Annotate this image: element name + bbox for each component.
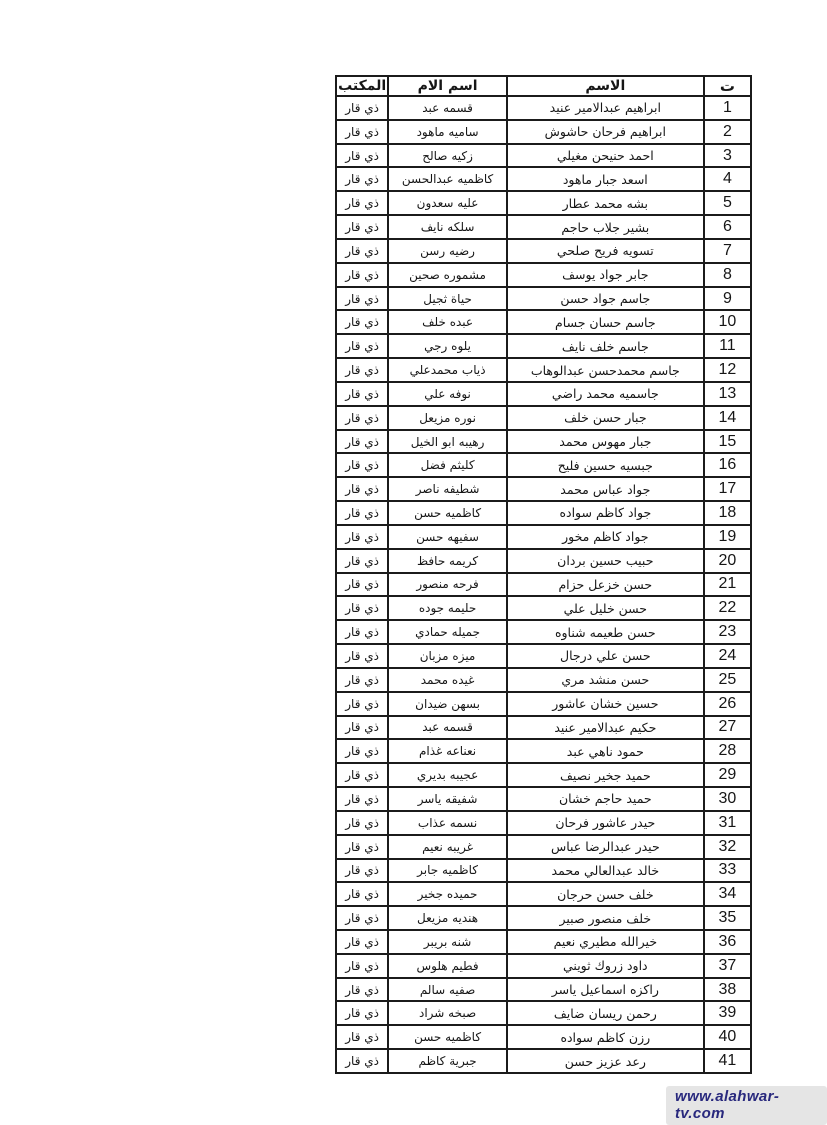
cell-no: 23	[704, 620, 751, 644]
cell-name: حبيب حسين بردان	[507, 549, 704, 573]
cell-no: 13	[704, 382, 751, 406]
table-row	[336, 1001, 751, 1025]
table-row	[336, 167, 751, 191]
cell-name: حميد حاجم خشان	[507, 787, 704, 811]
cell-name: حسن خزعل حزام	[507, 573, 704, 597]
table-row	[336, 215, 751, 239]
cell-name: جواد كاظم مخور	[507, 525, 704, 549]
cell-mother: ساميه ماهود	[388, 120, 507, 144]
cell-name: حيدر عاشور فرحان	[507, 811, 704, 835]
cell-no: 17	[704, 477, 751, 501]
table-row	[336, 191, 751, 215]
cell-name: خيرالله مطيري نعيم	[507, 930, 704, 954]
cell-office: ذي قار	[336, 835, 388, 859]
cell-name: تسويه فريح صلحي	[507, 239, 704, 263]
cell-mother: كاظميه جابر	[388, 859, 507, 883]
cell-no: 32	[704, 835, 751, 859]
table-row	[336, 453, 751, 477]
cell-office: ذي قار	[336, 1049, 388, 1073]
table-row	[336, 430, 751, 454]
cell-name: بشه محمد عطار	[507, 191, 704, 215]
cell-no: 33	[704, 859, 751, 883]
header-name: الاسم	[507, 76, 704, 96]
cell-no: 18	[704, 501, 751, 525]
cell-no: 29	[704, 763, 751, 787]
cell-name: جواد عباس محمد	[507, 477, 704, 501]
cell-mother: كاظميه حسن	[388, 1025, 507, 1049]
cell-name: حسن طعيمه شناوه	[507, 620, 704, 644]
cell-name: حسن خليل علي	[507, 596, 704, 620]
cell-mother: كاظميه حسن	[388, 501, 507, 525]
cell-mother: فرحه منصور	[388, 573, 507, 597]
cell-mother: شنه بريبر	[388, 930, 507, 954]
cell-office: ذي قار	[336, 644, 388, 668]
names-table	[335, 75, 752, 1074]
cell-office: ذي قار	[336, 453, 388, 477]
cell-no: 38	[704, 978, 751, 1002]
cell-mother: نوفه علي	[388, 382, 507, 406]
cell-mother: قسمه عبد	[388, 716, 507, 740]
header-office: المكتب	[336, 76, 388, 96]
cell-mother: يلوه رجي	[388, 334, 507, 358]
cell-mother: ذياب محمدعلي	[388, 358, 507, 382]
table-row	[336, 906, 751, 930]
cell-name: احمد حنيحن مغيلي	[507, 144, 704, 168]
cell-name: حميد جخير نصيف	[507, 763, 704, 787]
cell-mother: جبرية كاظم	[388, 1049, 507, 1073]
cell-mother: عليه سعدون	[388, 191, 507, 215]
cell-mother: قسمه عبد	[388, 96, 507, 120]
table-row	[336, 787, 751, 811]
cell-name: جاسم محمدحسن عبدالوهاب	[507, 358, 704, 382]
cell-office: ذي قار	[336, 358, 388, 382]
cell-mother: غيده محمد	[388, 668, 507, 692]
table-row	[336, 239, 751, 263]
cell-no: 16	[704, 453, 751, 477]
cell-office: ذي قار	[336, 382, 388, 406]
cell-office: ذي قار	[336, 596, 388, 620]
cell-office: ذي قار	[336, 859, 388, 883]
cell-no: 31	[704, 811, 751, 835]
table-row	[336, 620, 751, 644]
cell-no: 8	[704, 263, 751, 287]
cell-office: ذي قار	[336, 310, 388, 334]
cell-name: خلف حسن حرجان	[507, 882, 704, 906]
cell-mother: حليمه جوده	[388, 596, 507, 620]
cell-office: ذي قار	[336, 430, 388, 454]
cell-office: ذي قار	[336, 525, 388, 549]
table-row	[336, 477, 751, 501]
cell-mother: هنديه مزيعل	[388, 906, 507, 930]
cell-office: ذي قار	[336, 811, 388, 835]
cell-office: ذي قار	[336, 406, 388, 430]
cell-office: ذي قار	[336, 763, 388, 787]
cell-mother: مشموره صحين	[388, 263, 507, 287]
table-row	[336, 334, 751, 358]
cell-office: ذي قار	[336, 1001, 388, 1025]
cell-office: ذي قار	[336, 477, 388, 501]
cell-mother: ميزه مزبان	[388, 644, 507, 668]
cell-office: ذي قار	[336, 334, 388, 358]
cell-name: ابراهيم عبدالامير عنيد	[507, 96, 704, 120]
cell-no: 35	[704, 906, 751, 930]
cell-office: ذي قار	[336, 620, 388, 644]
cell-no: 19	[704, 525, 751, 549]
cell-name: داود زروك ثويني	[507, 954, 704, 978]
cell-name: اسعد جبار ماهود	[507, 167, 704, 191]
table-row	[336, 859, 751, 883]
table-row	[336, 406, 751, 430]
table-row	[336, 644, 751, 668]
table-row	[336, 549, 751, 573]
cell-name: جبار مهوس محمد	[507, 430, 704, 454]
cell-office: ذي قار	[336, 954, 388, 978]
header-no: ت	[704, 76, 751, 96]
cell-name: جبار حسن خلف	[507, 406, 704, 430]
cell-mother: شطيفه ناصر	[388, 477, 507, 501]
cell-mother: رهيبه ابو الخيل	[388, 430, 507, 454]
cell-mother: كليثم فضل	[388, 453, 507, 477]
cell-no: 14	[704, 406, 751, 430]
cell-no: 41	[704, 1049, 751, 1073]
cell-mother: جميله حمادي	[388, 620, 507, 644]
cell-no: 25	[704, 668, 751, 692]
cell-office: ذي قار	[336, 120, 388, 144]
cell-name: حسن منشد مري	[507, 668, 704, 692]
cell-office: ذي قار	[336, 167, 388, 191]
table-row	[336, 96, 751, 120]
cell-no: 5	[704, 191, 751, 215]
cell-office: ذي قار	[336, 215, 388, 239]
cell-mother: حياة ثجيل	[388, 287, 507, 311]
table-row	[336, 811, 751, 835]
cell-name: حكيم عبدالامير عنيد	[507, 716, 704, 740]
cell-office: ذي قار	[336, 739, 388, 763]
table-row	[336, 263, 751, 287]
cell-name: جبسيه حسين فليح	[507, 453, 704, 477]
cell-name: جاسم حسان جسام	[507, 310, 704, 334]
cell-no: 26	[704, 692, 751, 716]
cell-office: ذي قار	[336, 882, 388, 906]
cell-office: ذي قار	[336, 1025, 388, 1049]
cell-name: جواد كاظم سواده	[507, 501, 704, 525]
cell-mother: سفيهه حسن	[388, 525, 507, 549]
cell-office: ذي قار	[336, 716, 388, 740]
cell-no: 1	[704, 96, 751, 120]
table-row	[336, 882, 751, 906]
table-row	[336, 763, 751, 787]
cell-office: ذي قار	[336, 501, 388, 525]
watermark-url: www.alahwar-tv.com	[666, 1086, 827, 1125]
cell-name: خلف منصور صبير	[507, 906, 704, 930]
cell-no: 28	[704, 739, 751, 763]
cell-name: حيدر عبدالرضا عباس	[507, 835, 704, 859]
cell-office: ذي قار	[336, 191, 388, 215]
cell-mother: زكيه صالح	[388, 144, 507, 168]
cell-office: ذي قار	[336, 692, 388, 716]
cell-no: 34	[704, 882, 751, 906]
table-row	[336, 1049, 751, 1073]
table-row	[336, 287, 751, 311]
cell-mother: حميده جخير	[388, 882, 507, 906]
table-row	[336, 1025, 751, 1049]
cell-no: 30	[704, 787, 751, 811]
table-row	[336, 573, 751, 597]
cell-no: 20	[704, 549, 751, 573]
cell-name: حسن علي درجال	[507, 644, 704, 668]
cell-no: 3	[704, 144, 751, 168]
cell-no: 4	[704, 167, 751, 191]
cell-name: خالد عبدالعالي محمد	[507, 859, 704, 883]
cell-name: جاسم خلف نايف	[507, 334, 704, 358]
cell-name: حسين خشان عاشور	[507, 692, 704, 716]
cell-office: ذي قار	[336, 144, 388, 168]
cell-office: ذي قار	[336, 287, 388, 311]
cell-name: رعد عزيز حسن	[507, 1049, 704, 1073]
cell-office: ذي قار	[336, 668, 388, 692]
table-row	[336, 358, 751, 382]
cell-no: 10	[704, 310, 751, 334]
cell-mother: فطيم هلوس	[388, 954, 507, 978]
cell-no: 36	[704, 930, 751, 954]
table-row	[336, 382, 751, 406]
cell-mother: نوره مزيعل	[388, 406, 507, 430]
cell-no: 24	[704, 644, 751, 668]
cell-name: جابر جواد يوسف	[507, 263, 704, 287]
table-row	[336, 739, 751, 763]
cell-no: 40	[704, 1025, 751, 1049]
cell-no: 27	[704, 716, 751, 740]
cell-no: 6	[704, 215, 751, 239]
cell-office: ذي قار	[336, 906, 388, 930]
cell-no: 22	[704, 596, 751, 620]
cell-mother: صبخه شراد	[388, 1001, 507, 1025]
table-row	[336, 692, 751, 716]
cell-office: ذي قار	[336, 930, 388, 954]
cell-mother: رضيه رسن	[388, 239, 507, 263]
cell-mother: شفيقه ياسر	[388, 787, 507, 811]
table-row	[336, 978, 751, 1002]
cell-name: بشير جلاب حاجم	[507, 215, 704, 239]
cell-name: رزن كاظم سواده	[507, 1025, 704, 1049]
cell-no: 9	[704, 287, 751, 311]
table-row	[336, 835, 751, 859]
cell-mother: غريبه نعيم	[388, 835, 507, 859]
cell-no: 39	[704, 1001, 751, 1025]
header-mother: اسم الام	[388, 76, 507, 96]
cell-no: 11	[704, 334, 751, 358]
table-row	[336, 716, 751, 740]
cell-no: 15	[704, 430, 751, 454]
cell-name: جاسم جواد حسن	[507, 287, 704, 311]
table-row	[336, 930, 751, 954]
cell-office: ذي قار	[336, 978, 388, 1002]
cell-name: راكزه اسماعيل ياسر	[507, 978, 704, 1002]
cell-no: 7	[704, 239, 751, 263]
cell-name: رحمن ريسان ضايف	[507, 1001, 704, 1025]
cell-office: ذي قار	[336, 96, 388, 120]
table-row	[336, 120, 751, 144]
cell-mother: كاظميه عبدالحسن	[388, 167, 507, 191]
table-row	[336, 668, 751, 692]
cell-office: ذي قار	[336, 787, 388, 811]
table-row	[336, 525, 751, 549]
cell-name: جاسميه محمد راضي	[507, 382, 704, 406]
table-row	[336, 310, 751, 334]
cell-mother: عبده خلف	[388, 310, 507, 334]
table-row	[336, 144, 751, 168]
cell-mother: كريمه حافظ	[388, 549, 507, 573]
cell-mother: نسمه عذاب	[388, 811, 507, 835]
table-row	[336, 501, 751, 525]
cell-no: 37	[704, 954, 751, 978]
cell-no: 2	[704, 120, 751, 144]
cell-name: ابراهيم فرحان حاشوش	[507, 120, 704, 144]
table-row	[336, 954, 751, 978]
cell-office: ذي قار	[336, 549, 388, 573]
cell-no: 21	[704, 573, 751, 597]
cell-mother: بسهن ضيدان	[388, 692, 507, 716]
cell-mother: نعناعه غذام	[388, 739, 507, 763]
table-row	[336, 596, 751, 620]
cell-name: حمود ناهي عبد	[507, 739, 704, 763]
cell-mother: صفيه سالم	[388, 978, 507, 1002]
cell-mother: عجيبه بديري	[388, 763, 507, 787]
cell-mother: سلكه نايف	[388, 215, 507, 239]
cell-office: ذي قار	[336, 239, 388, 263]
cell-office: ذي قار	[336, 263, 388, 287]
table-header-row	[336, 76, 751, 96]
cell-no: 12	[704, 358, 751, 382]
cell-office: ذي قار	[336, 573, 388, 597]
